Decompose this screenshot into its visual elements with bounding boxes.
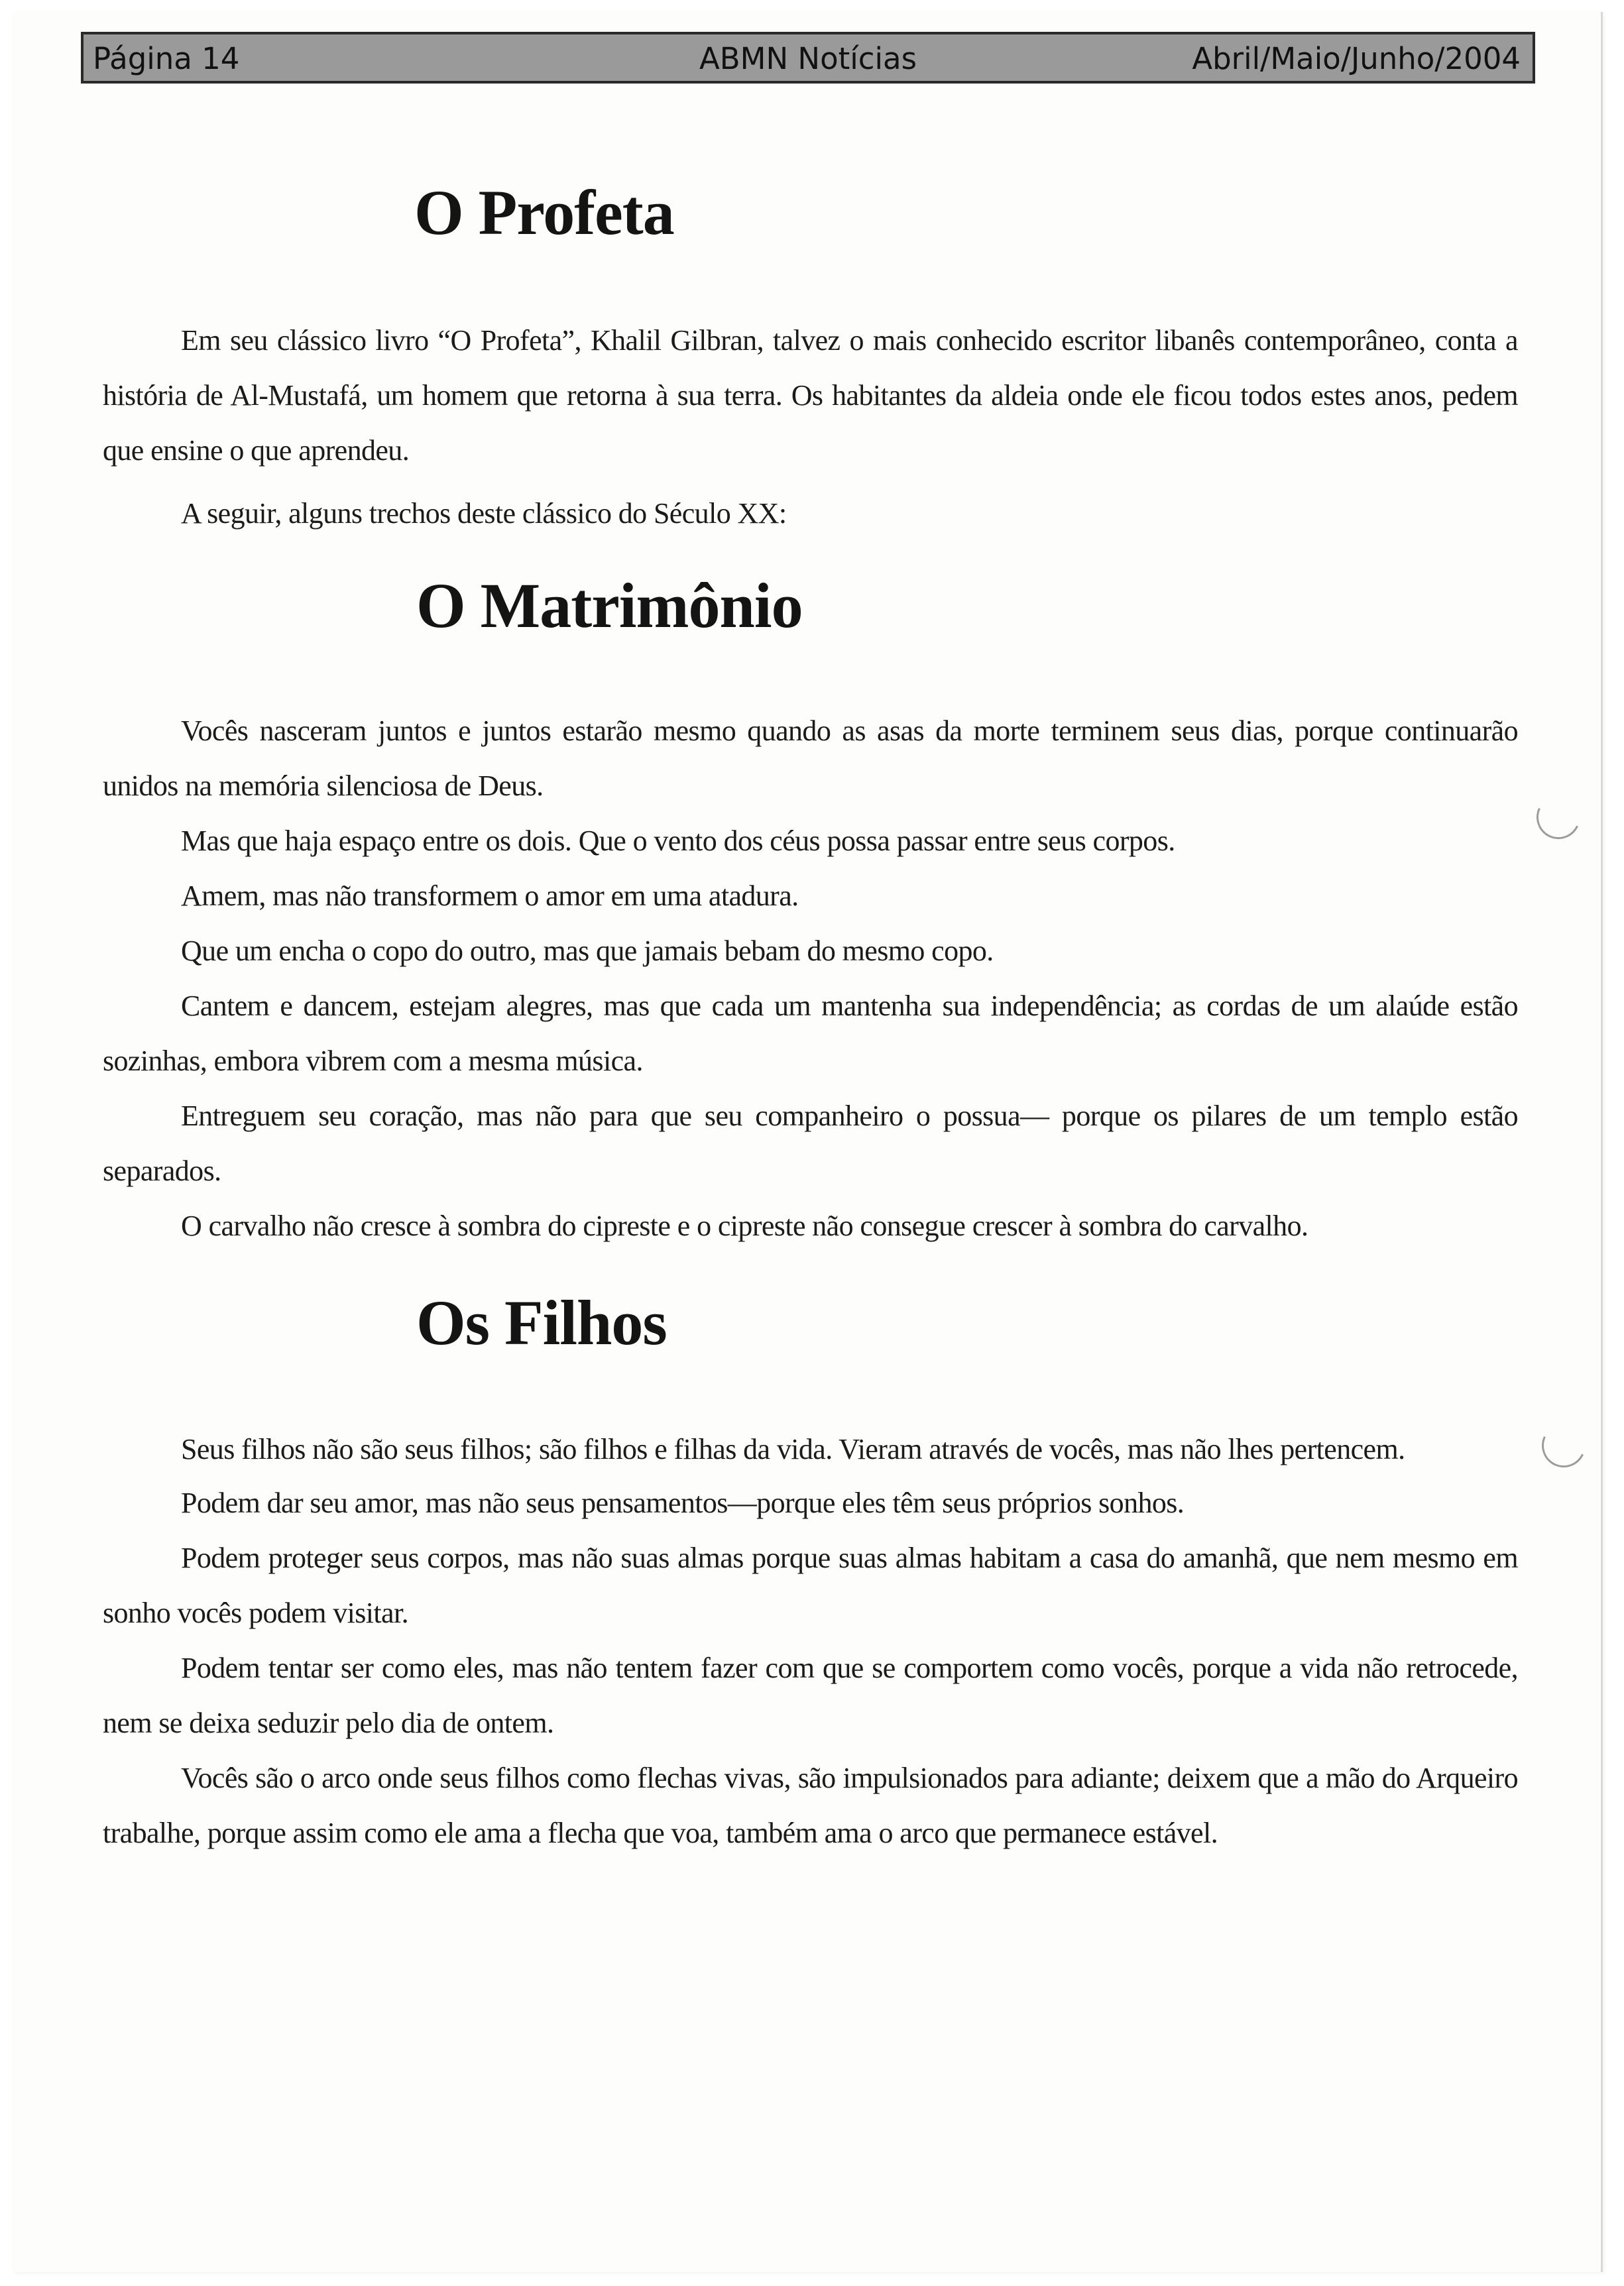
body-paragraph: Amem, mas não transformem o amor em uma atadura. [181, 880, 799, 912]
issue-date: Abril/Maio/Junho/2004 [1192, 41, 1521, 76]
body-paragraph: Cantem e dancem, estejam alegres, mas que cada um mantenha sua independência; as cordas de um alaúde estão sozinhas, embora vibrem com a mesma música. [103, 990, 1518, 1077]
section-heading-matrimonio: O Matrimônio [416, 570, 803, 641]
article-title: O Profeta [414, 177, 674, 248]
body-paragraph: Podem dar seu amor, mas não seus pensamentos—porque eles têm seus próprios sonhos. [181, 1487, 1185, 1519]
page-header-bar [81, 32, 1535, 84]
body-paragraph: O carvalho não cresce à sombra do cipreste e o cipreste não consegue crescer à sombra do carvalho. [181, 1210, 1308, 1242]
section-heading-filhos: Os Filhos [416, 1287, 667, 1358]
body-paragraph: Vocês nasceram juntos e juntos estarão mesmo quando as asas da morte terminem seus dias, porque continuarão unidos na memória silenciosa de Deus. [103, 714, 1518, 802]
intro-paragraph: Em seu clássico livro “O Profeta”, Khalil Gilbran, talvez o mais conhecido escritor libanês contemporâneo, conta a história de Al-Mustafá, um homem que retorna à sua terra. Os habitantes da aldeia onde ele ficou todos estes anos, pedem que ensine o que aprendeu. [103, 324, 1518, 467]
body-paragraph: Podem proteger seus corpos, mas não suas almas porque suas almas habitam a casa do amanhã, que nem mesmo em sonho vocês podem visitar. [103, 1542, 1518, 1629]
body-paragraph: Vocês são o arco onde seus filhos como flechas vivas, são impulsionados para adiante; deixem que a mão do Arqueiro trabalhe, porque assim como ele ama a flecha que voa, também ama o arco que permanece estável. [103, 1762, 1518, 1849]
body-paragraph: Seus filhos não são seus filhos; são filhos e filhas da vida. Vieram através de vocês, mas não lhes pertencem. [181, 1433, 1405, 1465]
body-paragraph: Que um encha o copo do outro, mas que jamais bebam do mesmo copo. [181, 935, 994, 967]
body-paragraph: Podem tentar ser como eles, mas não tentem fazer com que se comportem como vocês, porque a vida não retrocede, nem se deixa seduzir pelo dia de ontem. [103, 1652, 1518, 1739]
page-number: Página 14 [93, 41, 240, 76]
body-paragraph: Entreguem seu coração, mas não para que seu companheiro o possua— porque os pilares de um templo estão separados. [103, 1100, 1518, 1187]
publication-name: ABMN Notícias [699, 41, 917, 76]
intro-paragraph: A seguir, alguns trechos deste clássico do Século XX: [181, 497, 787, 530]
body-paragraph: Mas que haja espaço entre os dois. Que o vento dos céus possa passar entre seus corpos. [181, 825, 1175, 857]
